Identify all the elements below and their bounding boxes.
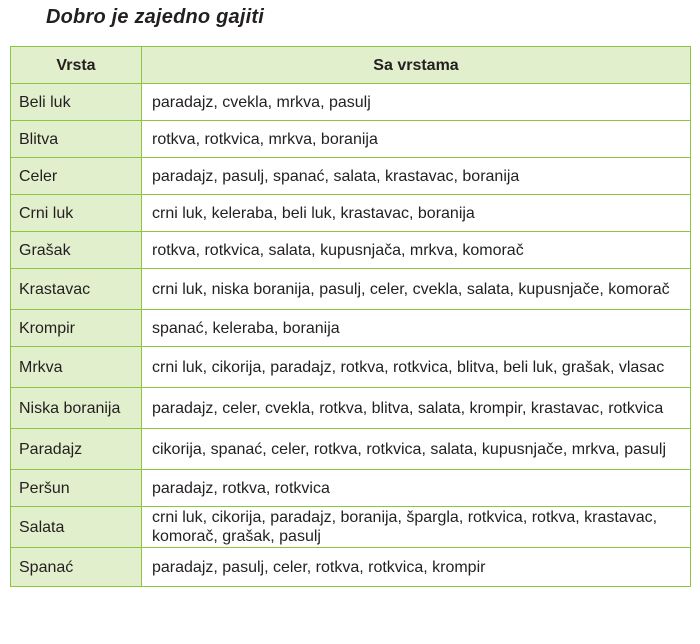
table-row (11, 121, 691, 158)
row-type-cell: Salata (11, 507, 142, 548)
row-companions-cell: crni luk, niska boranija, pasulj, celer, cvekla, salata, kupusnjače, komorač (142, 269, 691, 310)
row-type-cell: Krompir (11, 310, 142, 347)
row-type-cell: Celer (11, 158, 142, 195)
row-companions-cell: paradajz, pasulj, celer, rotkva, rotkvica, krompir (142, 548, 691, 587)
row-type-cell: Niska boranija (11, 388, 142, 429)
table-row (11, 232, 691, 269)
row-type-cell: Spanać (11, 548, 142, 587)
column-header-type: Vrsta (11, 47, 142, 84)
row-type-cell: Mrkva (11, 347, 142, 388)
row-companions-cell: crni luk, keleraba, beli luk, krastavac, boranija (142, 195, 691, 232)
row-companions-cell: paradajz, celer, cvekla, rotkva, blitva, salata, krompir, krastavac, rotkvica (142, 388, 691, 429)
table-row (11, 195, 691, 232)
row-companions-cell: spanać, keleraba, boranija (142, 310, 691, 347)
table-header-row (11, 47, 691, 84)
table-row (11, 388, 691, 429)
row-companions-cell: paradajz, cvekla, mrkva, pasulj (142, 84, 691, 121)
row-type-cell: Blitva (11, 121, 142, 158)
table-row (11, 548, 691, 587)
row-companions-cell: paradajz, rotkva, rotkvica (142, 470, 691, 507)
row-companions-cell: rotkva, rotkvica, mrkva, boranija (142, 121, 691, 158)
row-type-cell: Paradajz (11, 429, 142, 470)
row-type-cell: Grašak (11, 232, 142, 269)
table-row (11, 507, 691, 548)
table-row (11, 347, 691, 388)
table-row (11, 429, 691, 470)
row-type-cell: Krastavac (11, 269, 142, 310)
table-row (11, 84, 691, 121)
table-row (11, 158, 691, 195)
table-row (11, 269, 691, 310)
row-companions-cell: cikorija, spanać, celer, rotkva, rotkvica, salata, kupusnjače, mrkva, pasulj (142, 429, 691, 470)
row-companions-cell: crni luk, cikorija, paradajz, boranija, špargla, rotkvica, rotkva, krastavac, komorač, grašak, pasulj (142, 507, 691, 548)
column-header-companions: Sa vrstama (142, 47, 691, 84)
row-companions-cell: paradajz, pasulj, spanać, salata, krastavac, boranija (142, 158, 691, 195)
page-title: Dobro je zajedno gajiti (46, 6, 264, 28)
table-row (11, 470, 691, 507)
row-type-cell: Peršun (11, 470, 142, 507)
companion-planting-table (10, 46, 691, 587)
row-type-cell: Crni luk (11, 195, 142, 232)
row-companions-cell: rotkva, rotkvica, salata, kupusnjača, mrkva, komorač (142, 232, 691, 269)
table-row (11, 310, 691, 347)
row-companions-cell: crni luk, cikorija, paradajz, rotkva, rotkvica, blitva, beli luk, grašak, vlasac (142, 347, 691, 388)
row-type-cell: Beli luk (11, 84, 142, 121)
